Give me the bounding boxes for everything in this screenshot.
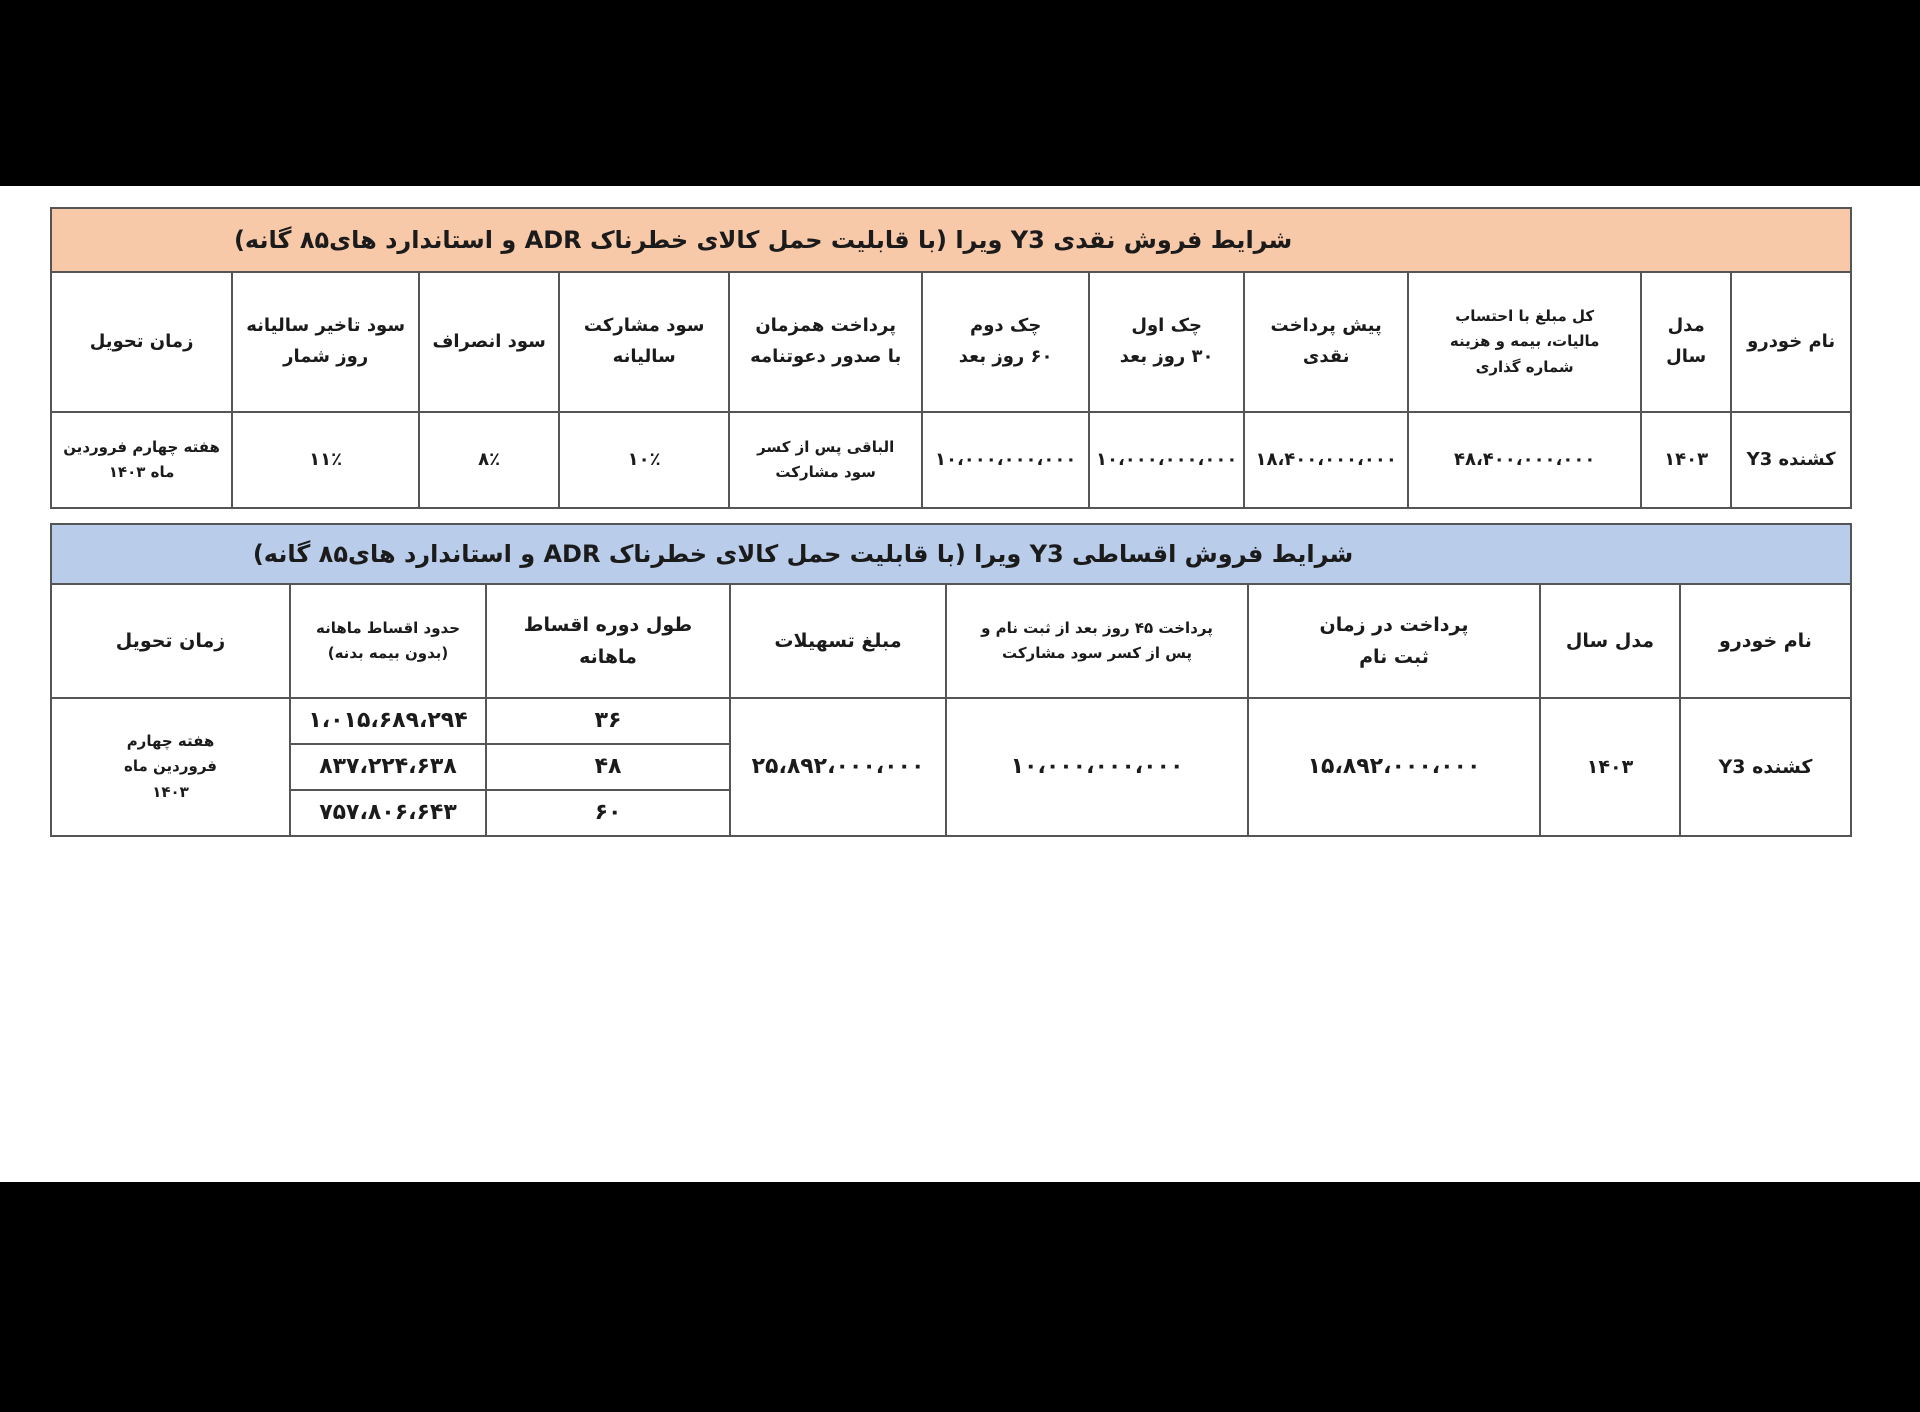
cash-total-amount: ۴۸،۴۰۰،۰۰۰،۰۰۰ [1408, 412, 1641, 508]
cash-header-total-amount: کل مبلغ با احتساب مالیات، بیمه و هزینه شماره گذاری [1408, 272, 1641, 412]
cash-invitation-payment: الباقی پس از کسر سود مشارکت [729, 412, 922, 508]
inst-plan-monthly: ۱،۰۱۵،۶۸۹،۲۹۴ [290, 698, 486, 744]
inst-45-day-payment: ۱۰،۰۰۰،۰۰۰،۰۰۰ [946, 698, 1248, 836]
inst-header-registration-payment: پرداخت در زمان ثبت نام [1248, 584, 1540, 698]
inst-registration-payment: ۱۵،۸۹۲،۰۰۰،۰۰۰ [1248, 698, 1540, 836]
installment-table-title: شرایط فروش اقساطی Y3 ویرا (با قابلیت حمل کالای خطرناک ADR و استاندارد های۸۵ گانه) [51, 524, 1851, 584]
cash-header-model-year: مدل سال [1641, 272, 1731, 412]
cash-delay-profit: ۱۱٪ [232, 412, 419, 508]
cash-second-check: ۱۰،۰۰۰،۰۰۰،۰۰۰ [922, 412, 1089, 508]
cash-partnership-profit: ۱۰٪ [559, 412, 729, 508]
inst-header-facility-amount: مبلغ تسهیلات [730, 584, 946, 698]
inst-header-delivery-time: زمان تحویل [51, 584, 290, 698]
inst-header-model-year: مدل سال [1540, 584, 1680, 698]
cash-header-delay-profit: سود تاخیر سالیانه روز شمار [232, 272, 419, 412]
inst-header-monthly-installment: حدود اقساط ماهانه (بدون بیمه بدنه) [290, 584, 486, 698]
inst-header-period: طول دوره اقساط ماهانه [486, 584, 730, 698]
cash-cancellation-profit: ۸٪ [419, 412, 559, 508]
cash-table-title: شرایط فروش نقدی Y3 ویرا (با قابلیت حمل کالای خطرناک ADR و استاندارد های۸۵ گانه) [51, 208, 1851, 272]
inst-delivery-time: هفته چهارم فروردین ماه ۱۴۰۳ [51, 698, 290, 836]
cash-model-year: ۱۴۰۳ [1641, 412, 1731, 508]
cash-first-check: ۱۰،۰۰۰،۰۰۰،۰۰۰ [1089, 412, 1244, 508]
cash-header-down-payment: پیش پرداخت نقدی [1244, 272, 1408, 412]
cash-header-delivery-time: زمان تحویل [51, 272, 232, 412]
inst-plan-months: ۳۶ [486, 698, 730, 744]
inst-car-name: کشنده Y3 [1680, 698, 1851, 836]
cash-car-name: کشنده Y3 [1731, 412, 1851, 508]
cash-down-payment: ۱۸،۴۰۰،۰۰۰،۰۰۰ [1244, 412, 1408, 508]
cash-sale-table [50, 207, 1852, 509]
inst-plan-monthly: ۸۳۷،۲۲۴،۶۳۸ [290, 744, 486, 790]
cash-header-cancellation-profit: سود انصراف [419, 272, 559, 412]
cash-header-first-check: چک اول ۳۰ روز بعد [1089, 272, 1244, 412]
inst-model-year: ۱۴۰۳ [1540, 698, 1680, 836]
installment-sale-table [50, 523, 1852, 837]
price-sheet [0, 186, 1920, 1182]
inst-facility-amount: ۲۵،۸۹۲،۰۰۰،۰۰۰ [730, 698, 946, 836]
inst-plan-months: ۴۸ [486, 744, 730, 790]
cash-header-invitation-payment: پرداخت همزمان با صدور دعوتنامه [729, 272, 922, 412]
inst-header-car-name: نام خودرو [1680, 584, 1851, 698]
inst-plan-months: ۶۰ [486, 790, 730, 836]
cash-header-car-name: نام خودرو [1731, 272, 1851, 412]
cash-delivery-time: هفته چهارم فروردین ماه ۱۴۰۳ [51, 412, 232, 508]
inst-header-45-day-payment: پرداخت ۴۵ روز بعد از ثبت نام و پس از کسر سود مشارکت [946, 584, 1248, 698]
cash-header-partnership-profit: سود مشارکت سالیانه [559, 272, 729, 412]
inst-plan-monthly: ۷۵۷،۸۰۶،۶۴۳ [290, 790, 486, 836]
cash-header-second-check: چک دوم ۶۰ روز بعد [922, 272, 1089, 412]
